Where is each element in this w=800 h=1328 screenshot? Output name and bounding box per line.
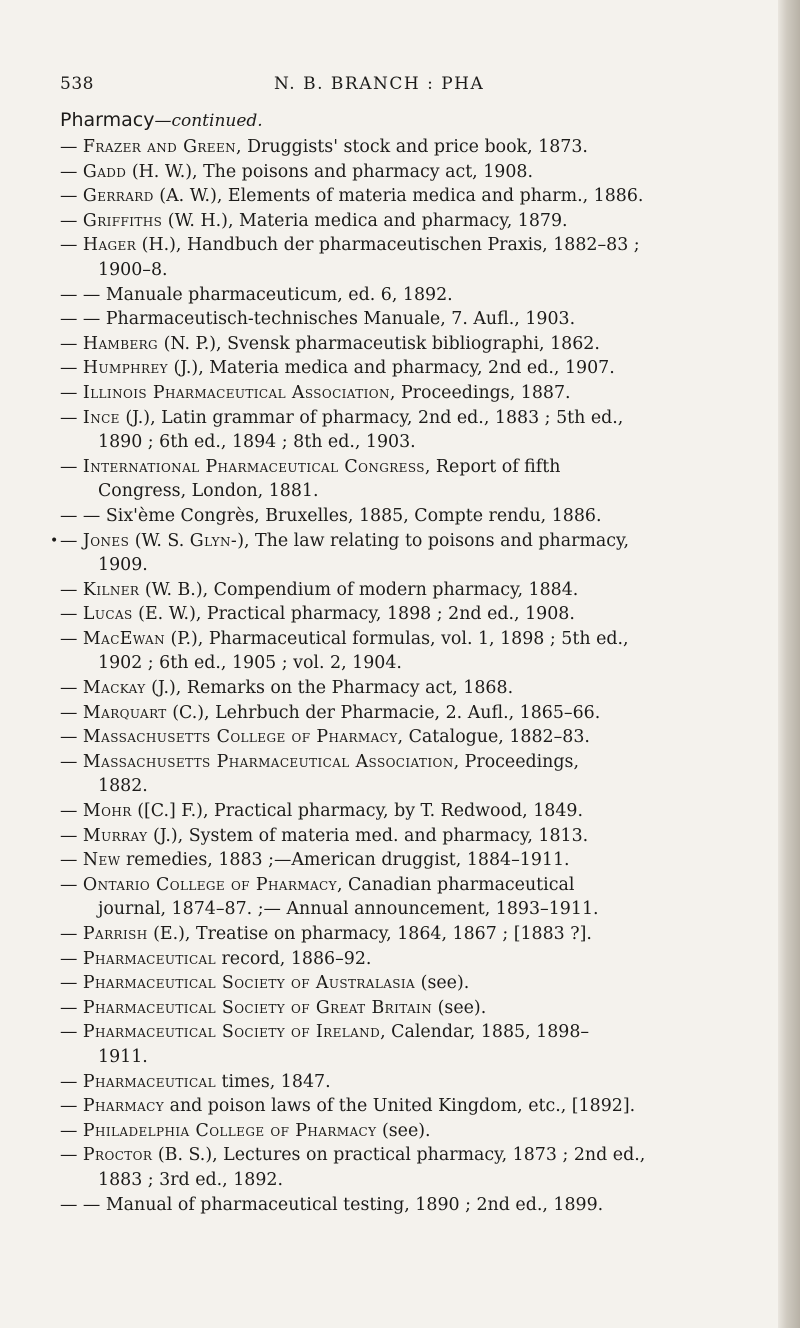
- entry-dash: —: [60, 210, 83, 231]
- entry-author: Jones: [82, 530, 130, 551]
- entry-line: [60, 1168, 750, 1193]
- entry-dash: —: [60, 579, 83, 600]
- entry-dash: —: [60, 137, 83, 157]
- entry-text: (E.), Treatise on pharmacy, 1864, 1867 ; [1883 ?].: [147, 924, 592, 944]
- entry-dash: —: [60, 456, 83, 477]
- entry-author: Parrish: [82, 924, 148, 944]
- entry-text: (H. W.), The poisons and pharmacy act, 1908.: [126, 161, 534, 182]
- entry-line: [60, 676, 750, 701]
- entry-author: Hager: [82, 235, 137, 256]
- entry-author: International Pharmaceutical Congress: [82, 456, 425, 477]
- entry-author: Gerrard: [82, 186, 154, 207]
- entry-text: Manual of pharmaceutical testing, 1890 ; 2nd ed., 1899.: [105, 1194, 604, 1215]
- entry-line: [60, 406, 750, 431]
- entry-text-secondary: ), The law relating to poisons and pharmacy,: [237, 530, 630, 551]
- entry-text: record, 1886–92.: [215, 948, 372, 969]
- entry-text: 1890 ; 6th ed., 1894 ; 8th ed., 1903.: [98, 432, 416, 453]
- section-title: Pharmacy: [60, 109, 155, 131]
- entry-text: , Canadian pharmaceutical: [336, 874, 575, 895]
- entry-author: Humphrey: [82, 358, 168, 379]
- entry-line: [60, 479, 750, 504]
- entry-author: Mackay: [82, 678, 146, 699]
- entry-line: [60, 381, 750, 406]
- entry-line: [60, 922, 750, 947]
- entry-text: (see).: [376, 1120, 431, 1141]
- entry-dash: —: [60, 1022, 83, 1043]
- entry-line: [60, 504, 750, 529]
- entry-dash: — —: [60, 505, 106, 526]
- entry-text: (J.), System of materia med. and pharmacy, 1813.: [147, 825, 589, 846]
- entry-text: , Calendar, 1885, 1898–: [380, 1022, 590, 1043]
- entry-line: [60, 824, 750, 849]
- entry-text: (W. H.), Materia medica and pharmacy, 1879.: [162, 210, 568, 231]
- entry-dash: —: [60, 604, 83, 625]
- section-continued: —continued.: [154, 111, 263, 131]
- entry-dash: —: [60, 358, 83, 379]
- entry-text: (H.), Handbuch der pharmaceutischen Praxis, 1882–83 ;: [136, 235, 640, 256]
- entry-author: Marquart: [82, 702, 167, 723]
- entry-text: (J.), Latin grammar of pharmacy, 2nd ed., 1883 ; 5th ed.,: [119, 407, 624, 428]
- entry-dash: —: [60, 530, 83, 551]
- entry-line: [60, 1094, 750, 1119]
- entry-text: (C.), Lehrbuch der Pharmacie, 2. Aufl., 1865–66.: [166, 702, 601, 723]
- entry-author: Murray: [82, 825, 148, 846]
- entry-author: Pharmaceutical Society of Australasia: [82, 973, 416, 994]
- entry-dash: —: [60, 801, 83, 822]
- running-head: N. B. BRANCH : PHA: [274, 74, 485, 94]
- entry-line: [60, 1143, 750, 1168]
- entry-text: (B. S.), Lectures on practical pharmacy, 1873 ; 2nd ed.,: [152, 1145, 646, 1166]
- entry-text: (N. P.), Svensk pharmaceutisk bibliographi, 1862.: [158, 333, 600, 354]
- entry-text: 1900–8.: [98, 259, 168, 280]
- entry-author: Mohr: [82, 801, 132, 822]
- entry-dash: —: [60, 751, 83, 772]
- page-header: [60, 74, 740, 98]
- entry-line: [60, 307, 750, 332]
- entry-text: (W. B.), Compendium of modern pharmacy, 1884.: [139, 579, 579, 600]
- entry-text: Pharmaceutisch-technisches Manuale, 7. Aufl., 1903.: [105, 309, 576, 330]
- entry-line: [60, 160, 750, 185]
- entry-text: 1902 ; 6th ed., 1905 ; vol. 2, 1904.: [98, 653, 402, 674]
- entry-author: Massachusetts Pharmaceutical Association: [82, 751, 454, 772]
- entry-author: Pharmaceutical Society of Ireland: [82, 1022, 381, 1043]
- entry-author: MacEwan: [82, 628, 165, 649]
- entry-line: [60, 651, 750, 676]
- entry-line: [60, 1045, 750, 1070]
- entry-text: Congress, London, 1881.: [98, 481, 319, 502]
- entry-text: (see).: [415, 973, 470, 994]
- entry-dash: —: [60, 825, 83, 846]
- entry-author: Ontario College of Pharmacy: [82, 874, 337, 895]
- entry-line: [50, 529, 750, 554]
- entry-author: New: [82, 850, 121, 871]
- entry-author: Massachusetts College of Pharmacy: [82, 727, 398, 748]
- entry-line: [60, 725, 750, 750]
- entry-dash: —: [60, 924, 83, 944]
- entry-text: and poison laws of the United Kingdom, etc., [1892].: [164, 1096, 636, 1117]
- entry-author: Kilner: [82, 579, 140, 600]
- entry-dash: — —: [60, 309, 106, 330]
- entry-dash: —: [60, 161, 83, 182]
- entry-line: [60, 455, 750, 480]
- entry-dash: —: [60, 382, 83, 403]
- margin-mark: •: [50, 532, 59, 549]
- entry-line: [60, 209, 750, 234]
- entry-line: [60, 799, 750, 824]
- entry-line: [60, 701, 750, 726]
- entry-text: Manuale pharmaceuticum, ed. 6, 1892.: [105, 284, 453, 305]
- entry-line: [60, 1070, 750, 1095]
- entry-text: (J.), Materia medica and pharmacy, 2nd ed., 1907.: [167, 358, 615, 379]
- entry-list: [50, 135, 750, 1217]
- entry-text: 1883 ; 3rd ed., 1892.: [98, 1169, 284, 1190]
- entry-text: , Catalogue, 1882–83.: [397, 727, 590, 748]
- entry-author: Gadd: [82, 161, 127, 182]
- entry-dash: —: [60, 333, 83, 354]
- entry-dash: — —: [60, 1194, 106, 1215]
- entry-dash: —: [60, 727, 83, 748]
- entry-dash: — —: [60, 284, 106, 305]
- entry-author: Ince: [82, 407, 120, 428]
- entry-line: [60, 774, 750, 799]
- entry-dash: —: [60, 1071, 83, 1092]
- entry-text: 1911.: [98, 1046, 148, 1067]
- entry-author: Hamberg: [82, 333, 159, 354]
- entry-line: [60, 1119, 750, 1144]
- entry-line: [60, 848, 750, 873]
- entry-text: journal, 1874–87. ;— Annual announcement, 1893–1911.: [98, 899, 599, 920]
- entry-line: [60, 356, 750, 381]
- entry-line: [60, 553, 750, 578]
- entry-author: Pharmaceutical Society of Great Britain: [82, 997, 433, 1018]
- entry-dash: —: [60, 1120, 83, 1141]
- entry-text: , Report of fifth: [424, 456, 561, 477]
- entry-author: Pharmacy: [82, 1096, 165, 1117]
- entry-dash: —: [60, 628, 83, 649]
- entry-line: [60, 1020, 750, 1045]
- entry-text: , Proceedings, 1887.: [389, 382, 571, 403]
- entry-author: Philadelphia College of Pharmacy: [82, 1120, 377, 1141]
- entry-text: (see).: [432, 997, 487, 1018]
- entry-line: [60, 947, 750, 972]
- entry-dash: —: [60, 1096, 83, 1117]
- entry-line: [60, 971, 750, 996]
- entry-text: 1909.: [98, 555, 148, 576]
- entry-dash: —: [60, 850, 83, 871]
- entry-line: [60, 873, 750, 898]
- entry-author: Griffiths: [82, 210, 163, 231]
- entry-line: [60, 578, 750, 603]
- entry-author: Pharmaceutical: [82, 948, 216, 969]
- entry-author-secondary: Glyn-: [189, 530, 238, 551]
- entry-dash: —: [60, 997, 83, 1018]
- entry-line: [60, 283, 750, 308]
- entry-dash: —: [60, 702, 83, 723]
- entry-text: times, 1847.: [215, 1071, 331, 1092]
- entry-text: Six'ème Congrès, Bruxelles, 1885, Compte rendu, 1886.: [105, 505, 602, 526]
- entry-line: [60, 627, 750, 652]
- entry-dash: —: [60, 973, 83, 994]
- entry-text: 1882.: [98, 776, 148, 797]
- entry-text: remedies, 1883 ;—American druggist, 1884–1911.: [120, 850, 570, 871]
- entry-dash: —: [60, 235, 83, 256]
- entry-line: [60, 430, 750, 455]
- entry-line: [60, 233, 750, 258]
- section-heading: [60, 108, 263, 133]
- entry-text: , Proceedings,: [453, 751, 579, 772]
- entry-author: Proctor: [82, 1145, 153, 1166]
- entry-text: (W. S.: [129, 530, 190, 551]
- entry-dash: —: [60, 407, 83, 428]
- entry-line: [60, 750, 750, 775]
- entry-text: ([C.] F.), Practical pharmacy, by T. Redwood, 1849.: [131, 801, 583, 822]
- entry-line: [60, 602, 750, 627]
- entry-author: Pharmaceutical: [82, 1071, 216, 1092]
- entry-line: [60, 258, 750, 283]
- entry-line: [60, 332, 750, 357]
- entry-author: Lucas: [82, 604, 133, 625]
- entry-author: Frazer and Green: [82, 137, 237, 157]
- page-edge: [778, 0, 800, 1328]
- entry-text: (A. W.), Elements of materia medica and pharm., 1886.: [153, 186, 644, 207]
- entry-line: [60, 135, 750, 160]
- entry-dash: —: [60, 874, 83, 895]
- entry-line: [60, 897, 750, 922]
- entry-line: [60, 184, 750, 209]
- entry-dash: —: [60, 948, 83, 969]
- entry-text: , Druggists' stock and price book, 1873.: [236, 137, 588, 157]
- entry-author: Illinois Pharmaceutical Association: [82, 382, 390, 403]
- entry-line: [60, 996, 750, 1021]
- page-number: 538: [60, 74, 94, 94]
- entry-line: [60, 1193, 750, 1218]
- entry-text: (P.), Pharmaceutical formulas, vol. 1, 1898 ; 5th ed.,: [164, 628, 629, 649]
- entry-text: (J.), Remarks on the Pharmacy act, 1868.: [145, 678, 514, 699]
- entry-dash: —: [60, 678, 83, 699]
- entry-text: (E. W.), Practical pharmacy, 1898 ; 2nd ed., 1908.: [132, 604, 575, 625]
- entry-dash: —: [60, 1145, 83, 1166]
- entry-dash: —: [60, 186, 83, 207]
